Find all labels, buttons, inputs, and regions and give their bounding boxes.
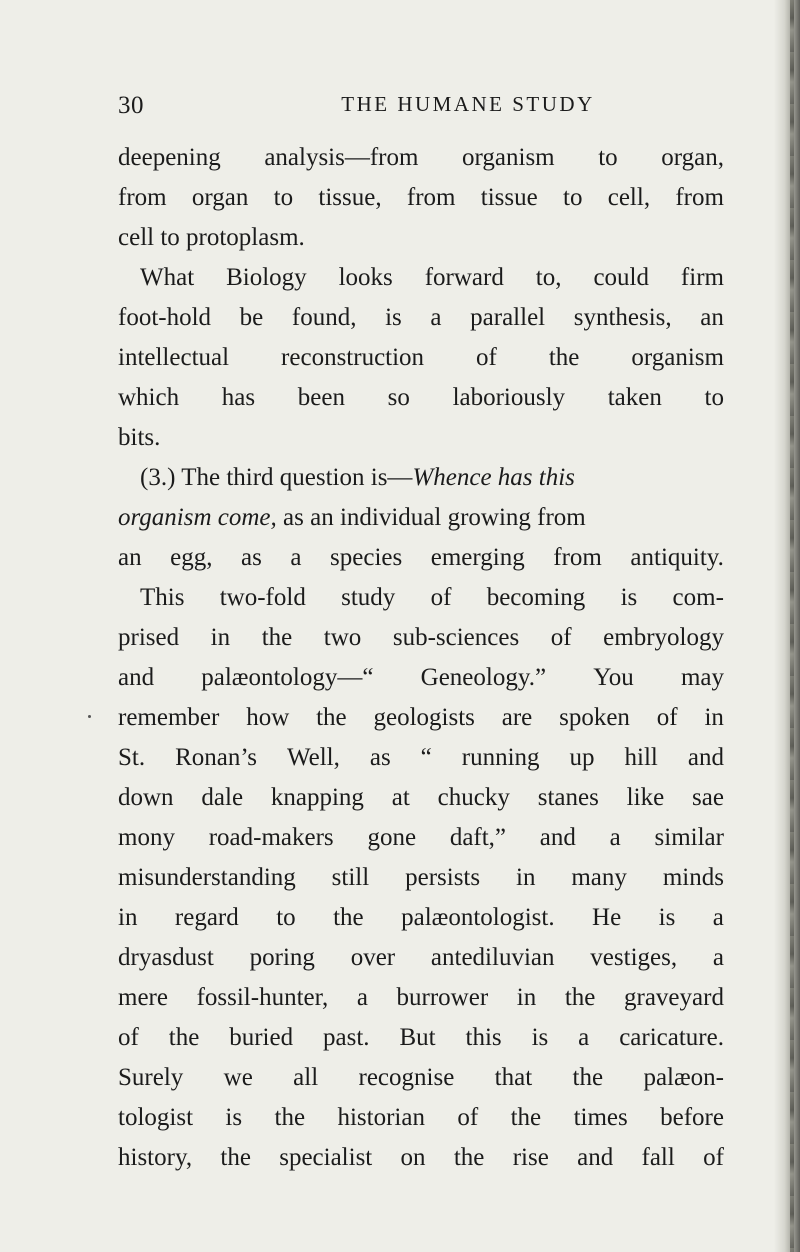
text-line: in regard to the palæontologist. He is a [118,904,724,931]
text-line: from organ to tissue, from tissue to cell, from [118,184,724,211]
paragraph-start-line: This two-fold study of becoming is com- [140,584,724,611]
text-line: foot-hold be found, is a parallel synthesis, an [118,304,724,331]
text-line: prised in the two sub-sciences of embryology [118,624,724,651]
text-line: Surely we all recognise that the palæon- [118,1064,724,1091]
text-line: an egg, as a species emerging from antiquity. [118,544,724,571]
text-line: misunderstanding still persists in many minds [118,864,724,891]
running-head: THE HUMANE STUDY [341,92,595,116]
italic-phrase: Whence has this [412,464,575,491]
page-edge [790,0,794,1252]
text-line: which has been so laboriously taken to [118,384,724,411]
text-line: remember how the geologists are spoken of in [118,704,724,731]
page-edge-shadow [774,0,800,1252]
ink-speck [88,715,91,718]
text-line: St. Ronan’s Well, as “ running up hill and [118,744,724,771]
text-line: dryasdust poring over antediluvian vestiges, a [118,944,724,971]
page-number: 30 [118,92,144,119]
paragraph-start-line: (3.) The third question is— Whence has this [118,458,724,498]
italic-phrase: organism come, [118,504,277,531]
text-line: bits. [118,424,161,451]
text-line: cell to protoplasm. [118,224,305,251]
text-line: mony road-makers gone daft,” and a similar [118,824,724,851]
page-header [118,92,724,122]
text-line: history, the specialist on the rise and fall of [118,1144,724,1171]
text-line: of the buried past. But this is a caricature. [118,1024,724,1051]
text-line: deepening analysis—from organism to organ, [118,144,724,171]
paragraph-start-line: What Biology looks forward to, could firm [140,264,724,291]
text-line: down dale knapping at chucky stanes like sae [118,784,724,811]
text-line: tologist is the historian of the times before [118,1104,724,1131]
text-line: and palæontology—“ Geneology.” You may [118,664,724,691]
text-line: organism come, as an individual growing from [118,498,724,538]
body-text [118,138,724,1178]
text-line: mere fossil-hunter, a burrower in the graveyard [118,984,724,1011]
text-line: intellectual reconstruction of the organism [118,344,724,371]
